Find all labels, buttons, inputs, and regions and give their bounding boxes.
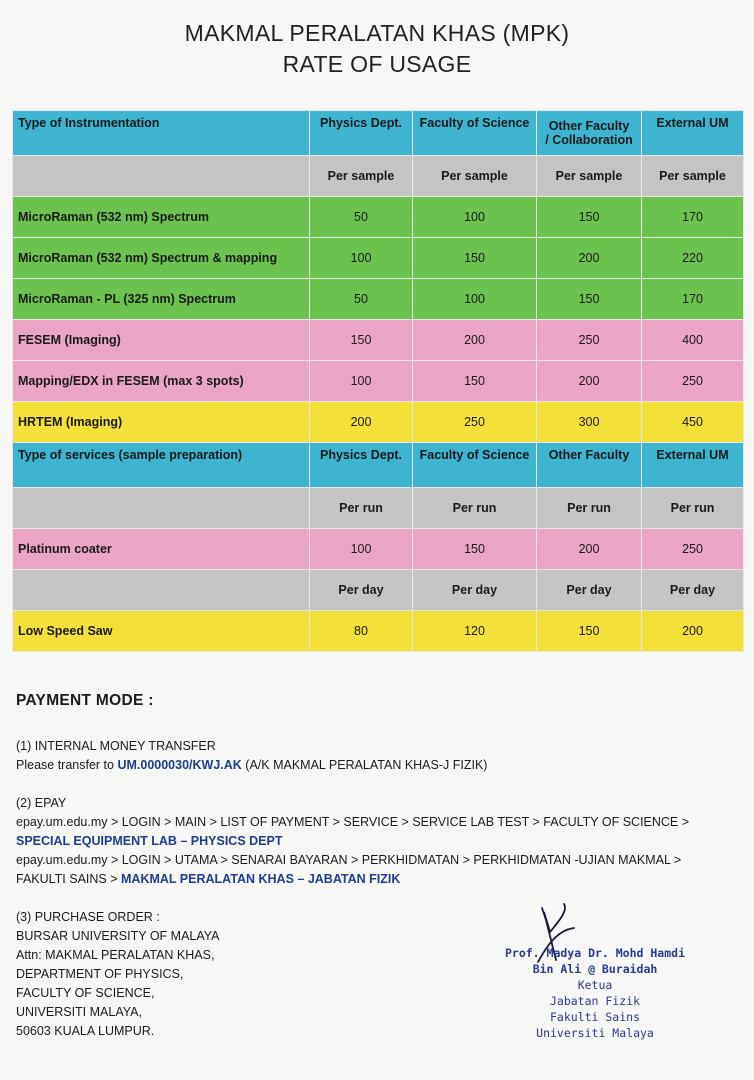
payment-mode-title: PAYMENT MODE : — [16, 692, 154, 709]
instrument-header-row — [13, 111, 744, 156]
rate-cell: 150 — [413, 361, 537, 402]
rate-cell: 250 — [642, 361, 744, 402]
unit-cell: Per day — [537, 570, 642, 611]
rate-cell: 200 — [642, 611, 744, 652]
unit-row — [13, 488, 744, 529]
unit-cell: Per run — [310, 488, 413, 529]
rate-cell: 200 — [537, 361, 642, 402]
unit-cell: Per day — [310, 570, 413, 611]
table-row — [13, 402, 744, 443]
po-line: UNIVERSITI MALAYA, — [16, 1005, 142, 1019]
rate-cell: 250 — [537, 320, 642, 361]
internal-transfer-heading: (1) INTERNAL MONEY TRANSFER — [16, 739, 216, 753]
unit-cell: Per sample — [310, 156, 413, 197]
unit-cell: Per day — [413, 570, 537, 611]
rate-cell: 150 — [537, 279, 642, 320]
epay-path-ms: epay.um.edu.my > LOGIN > UTAMA > SENARAI BAYARAN > PERKHIDMATAN > PERKHIDMATAN -UJIAN MAKMAL > — [16, 853, 682, 867]
rate-cell: 170 — [642, 197, 744, 238]
page-title: MAKMAL PERALATAN KHAS (MPK) — [184, 20, 570, 46]
unit-cell: Per run — [642, 488, 744, 529]
rate-cell: 100 — [413, 279, 537, 320]
rate-cell: 100 — [413, 197, 537, 238]
signatory-faculty: Fakulti Sains — [549, 1010, 640, 1024]
unit-cell: Per run — [413, 488, 537, 529]
po-line: DEPARTMENT OF PHYSICS, — [16, 967, 184, 981]
rate-cell: 200 — [537, 238, 642, 279]
header-cell: External UM — [642, 443, 744, 488]
rate-cell: 400 — [642, 320, 744, 361]
rate-cell: 200 — [310, 402, 413, 443]
unit-cell: Per sample — [413, 156, 537, 197]
rate-cell: 250 — [413, 402, 537, 443]
header-cell: Type of services (sample preparation) — [13, 443, 310, 488]
row-label: HRTEM (Imaging) — [13, 402, 310, 443]
table-row — [13, 279, 744, 320]
rate-cell: 100 — [310, 238, 413, 279]
signatory-role: Ketua — [577, 978, 613, 992]
rate-cell: 150 — [310, 320, 413, 361]
header-cell: Type of Instrumentation — [13, 111, 310, 156]
header-cell: Other Faculty — [537, 443, 642, 488]
rate-cell: 50 — [310, 279, 413, 320]
header-cell: Faculty of Science — [413, 111, 537, 156]
rate-cell: 120 — [413, 611, 537, 652]
po-line: FACULTY OF SCIENCE, — [16, 986, 155, 1000]
signatory-name: Prof. Madya Dr. Mohd Hamdi — [504, 946, 685, 960]
header-cell: Physics Dept. — [310, 443, 413, 488]
rate-cell: 150 — [537, 611, 642, 652]
epay-path-ms-2: FAKULTI SAINS > MAKMAL PERALATAN KHAS – JABATAN FIZIK — [16, 872, 401, 886]
unit-cell: Per run — [537, 488, 642, 529]
epay-target-ms: MAKMAL PERALATAN KHAS – JABATAN FIZIK — [121, 872, 401, 886]
signatory-name-2: Bin Ali @ Buraidah — [532, 962, 658, 976]
table-row — [13, 529, 744, 570]
unit-row — [13, 570, 744, 611]
row-label: Mapping/EDX in FESEM (max 3 spots) — [13, 361, 310, 402]
signatory-university: Universiti Malaya — [536, 1026, 654, 1040]
signature-block — [500, 945, 690, 1041]
rate-table — [12, 110, 744, 652]
row-label: MicroRaman (532 nm) Spectrum — [13, 197, 310, 238]
header-cell: Other Faculty / Collaboration — [537, 111, 642, 156]
rate-cell: 100 — [310, 529, 413, 570]
rate-cell: 150 — [537, 197, 642, 238]
table-row — [13, 361, 744, 402]
row-label: FESEM (Imaging) — [13, 320, 310, 361]
signatory-dept: Jabatan Fizik — [549, 994, 640, 1008]
rate-cell: 50 — [310, 197, 413, 238]
table-row — [13, 611, 744, 652]
purchase-order-heading: (3) PURCHASE ORDER : — [16, 910, 160, 924]
rate-cell: 150 — [413, 529, 537, 570]
rate-cell: 170 — [642, 279, 744, 320]
po-line: Attn: MAKMAL PERALATAN KHAS, — [16, 948, 215, 962]
rate-cell: 250 — [642, 529, 744, 570]
header-cell: Faculty of Science — [413, 443, 537, 488]
rate-cell: 150 — [413, 238, 537, 279]
rate-cell: 220 — [642, 238, 744, 279]
epay-path-en: epay.um.edu.my > LOGIN > MAIN > LIST OF PAYMENT > SERVICE > SERVICE LAB TEST > FACULTY OF SCIENCE > — [16, 815, 690, 829]
row-label: Platinum coater — [13, 529, 310, 570]
epay-heading: (2) EPAY — [16, 796, 67, 810]
po-line: BURSAR UNIVERSITY OF MALAYA — [16, 929, 220, 943]
rate-cell: 450 — [642, 402, 744, 443]
unit-cell: Per sample — [537, 156, 642, 197]
row-label: Low Speed Saw — [13, 611, 310, 652]
row-label: MicroRaman - PL (325 nm) Spectrum — [13, 279, 310, 320]
rate-cell: 300 — [537, 402, 642, 443]
table-row — [13, 238, 744, 279]
unit-row — [13, 156, 744, 197]
unit-cell: Per day — [642, 570, 744, 611]
internal-transfer-text: Please transfer to UM.0000030/KWJ.AK (A/K MAKMAL PERALATAN KHAS-J FIZIK) — [16, 758, 488, 772]
rate-cell: 200 — [537, 529, 642, 570]
account-number: UM.0000030/KWJ.AK — [117, 758, 242, 772]
table-row — [13, 197, 744, 238]
po-line: 50603 KUALA LUMPUR. — [16, 1024, 155, 1038]
rate-cell: 200 — [413, 320, 537, 361]
table-row — [13, 320, 744, 361]
services-header-row — [13, 443, 744, 488]
page-subtitle: RATE OF USAGE — [282, 51, 472, 77]
unit-cell: Per sample — [642, 156, 744, 197]
rate-cell: 100 — [310, 361, 413, 402]
header-cell: Physics Dept. — [310, 111, 413, 156]
header-cell: External UM — [642, 111, 744, 156]
row-label: MicroRaman (532 nm) Spectrum & mapping — [13, 238, 310, 279]
epay-target-en: SPECIAL EQUIPMENT LAB – PHYSICS DEPT — [16, 834, 283, 848]
rate-cell: 80 — [310, 611, 413, 652]
